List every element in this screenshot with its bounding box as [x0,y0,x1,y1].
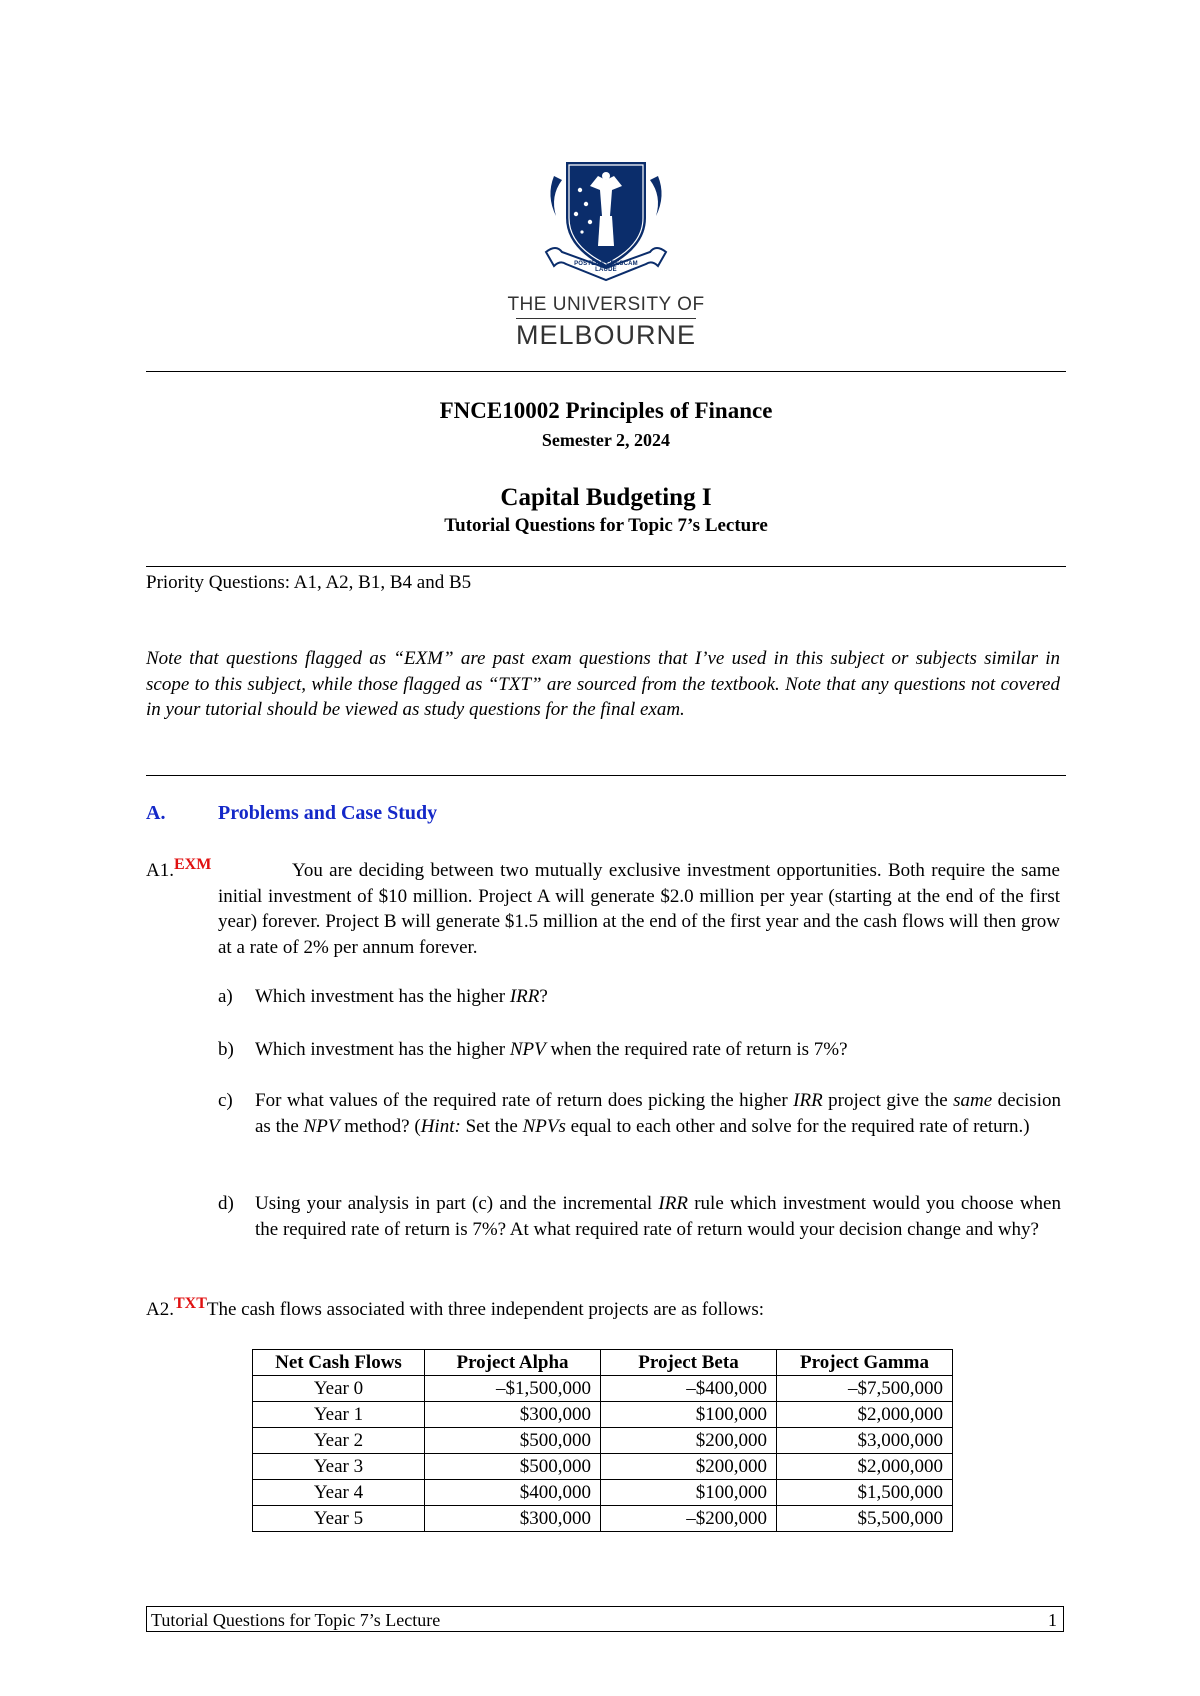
a1-part-b-label: b) [218,1039,234,1060]
table-cell: $2,000,000 [777,1402,953,1428]
table-cell: $1,500,000 [777,1480,953,1506]
table-cell: $5,500,000 [777,1506,953,1532]
exm-flag: EXM [173,856,212,873]
table-cell: Year 5 [253,1506,425,1532]
table-row [253,1428,953,1454]
table-cell: Year 4 [253,1480,425,1506]
col-header: Project Beta [601,1350,777,1376]
a1-part-a: Which investment has the higher IRR? [255,986,548,1007]
table-cell: Year 3 [253,1454,425,1480]
table-cell: $400,000 [425,1480,601,1506]
table-row [253,1506,953,1532]
a1-part-d: Using your analysis in part (c) and the incremental IRR rule which investment would you choose when the required rate of return is 7%? At what required rate of return would your decision change and why? [255,1193,1061,1240]
table-cell: $300,000 [425,1506,601,1532]
logo-line2: MELBOURNE [515,320,697,350]
table-cell: $200,000 [601,1454,777,1480]
table-row [253,1480,953,1506]
table-row [253,1376,953,1402]
rule-3 [146,775,1066,776]
table-cell: Year 2 [253,1428,425,1454]
col-header: Net Cash Flows [253,1350,425,1376]
table-cell: $200,000 [601,1428,777,1454]
table-cell: $2,000,000 [777,1454,953,1480]
table-row [253,1454,953,1480]
a2-label: A2. [146,1299,174,1320]
table-row [253,1402,953,1428]
txt-flag: TXT [173,1295,207,1312]
course-title: FNCE10002 Principles of Finance [439,398,773,423]
priority-questions: Priority Questions: A1, A2, B1, B4 and B5 [146,572,472,593]
table-cell: $3,000,000 [777,1428,953,1454]
university-logo [506,156,706,350]
table-cell: $100,000 [601,1402,777,1428]
a1-number [146,858,211,885]
a2-question [146,1297,764,1324]
table-cell: –$400,000 [601,1376,777,1402]
table-cell: –$7,500,000 [777,1376,953,1402]
table-header-row [253,1350,953,1376]
a1-part-c: For what values of the required rate of return does picking the higher IRR project give the same decision as the NPV method? (Hint: Set the NPVs equal to each other and solve for the required rate of return.) [255,1090,1061,1137]
a1-part-c-label: c) [218,1090,233,1111]
logo-line1: THE UNIVERSITY OF [507,294,705,315]
table-cell: $500,000 [425,1428,601,1454]
col-header: Project Alpha [425,1350,601,1376]
page-footer [146,1606,1064,1632]
a1-part-b: Which investment has the higher NPV when the required rate of return is 7%? [255,1039,848,1060]
semester: Semester 2, 2024 [541,430,671,450]
topic-title: Capital Budgeting I [500,484,712,511]
subtitle: Tutorial Questions for Topic 7’s Lecture [444,515,768,536]
note-paragraph: Note that questions flagged as “EXM” are past exam questions that I’ve used in this subject or subjects similar in scope to this subject, while those flagged as “TXT” are sourced from the textbook. Note that any questions not covered in your tutorial should be viewed as study questions for the final exam. [146,648,1060,720]
a2-text: The cash flows associated with three independent projects are as follows: [206,1299,765,1320]
a1-part-a-label: a) [218,986,233,1007]
table-cell: Year 0 [253,1376,425,1402]
col-header: Project Gamma [777,1350,953,1376]
crest-motto: POSTERA CRESCAM LAUDE [574,261,638,273]
footer-text: Tutorial Questions for Topic 7’s Lecture [151,1610,441,1630]
table-cell: –$200,000 [601,1506,777,1532]
section-title: Problems and Case Study [218,802,438,824]
section-label: A. [146,802,166,824]
a1-part-d-label: d) [218,1193,234,1214]
rule-2 [146,566,1066,567]
table-cell: $100,000 [601,1480,777,1506]
table-cell: $300,000 [425,1402,601,1428]
page-number: 1 [1048,1610,1057,1630]
table-cell: Year 1 [253,1402,425,1428]
table-cell: –$1,500,000 [425,1376,601,1402]
top-rule [146,371,1066,372]
a1-label: A1. [146,860,174,881]
logo-divider [516,318,696,319]
table-cell: $500,000 [425,1454,601,1480]
cash-flow-table [252,1349,953,1532]
a1-text: You are deciding between two mutually exclusive investment opportunities. Both require the same initial investment of $10 million. Project A will generate $2.0 million per year (starting at the end of the first year) forever. Project B will generate $1.5 million at the end of the first year and the cash flows will then grow at a rate of 2% per annum forever. [218,860,1060,958]
